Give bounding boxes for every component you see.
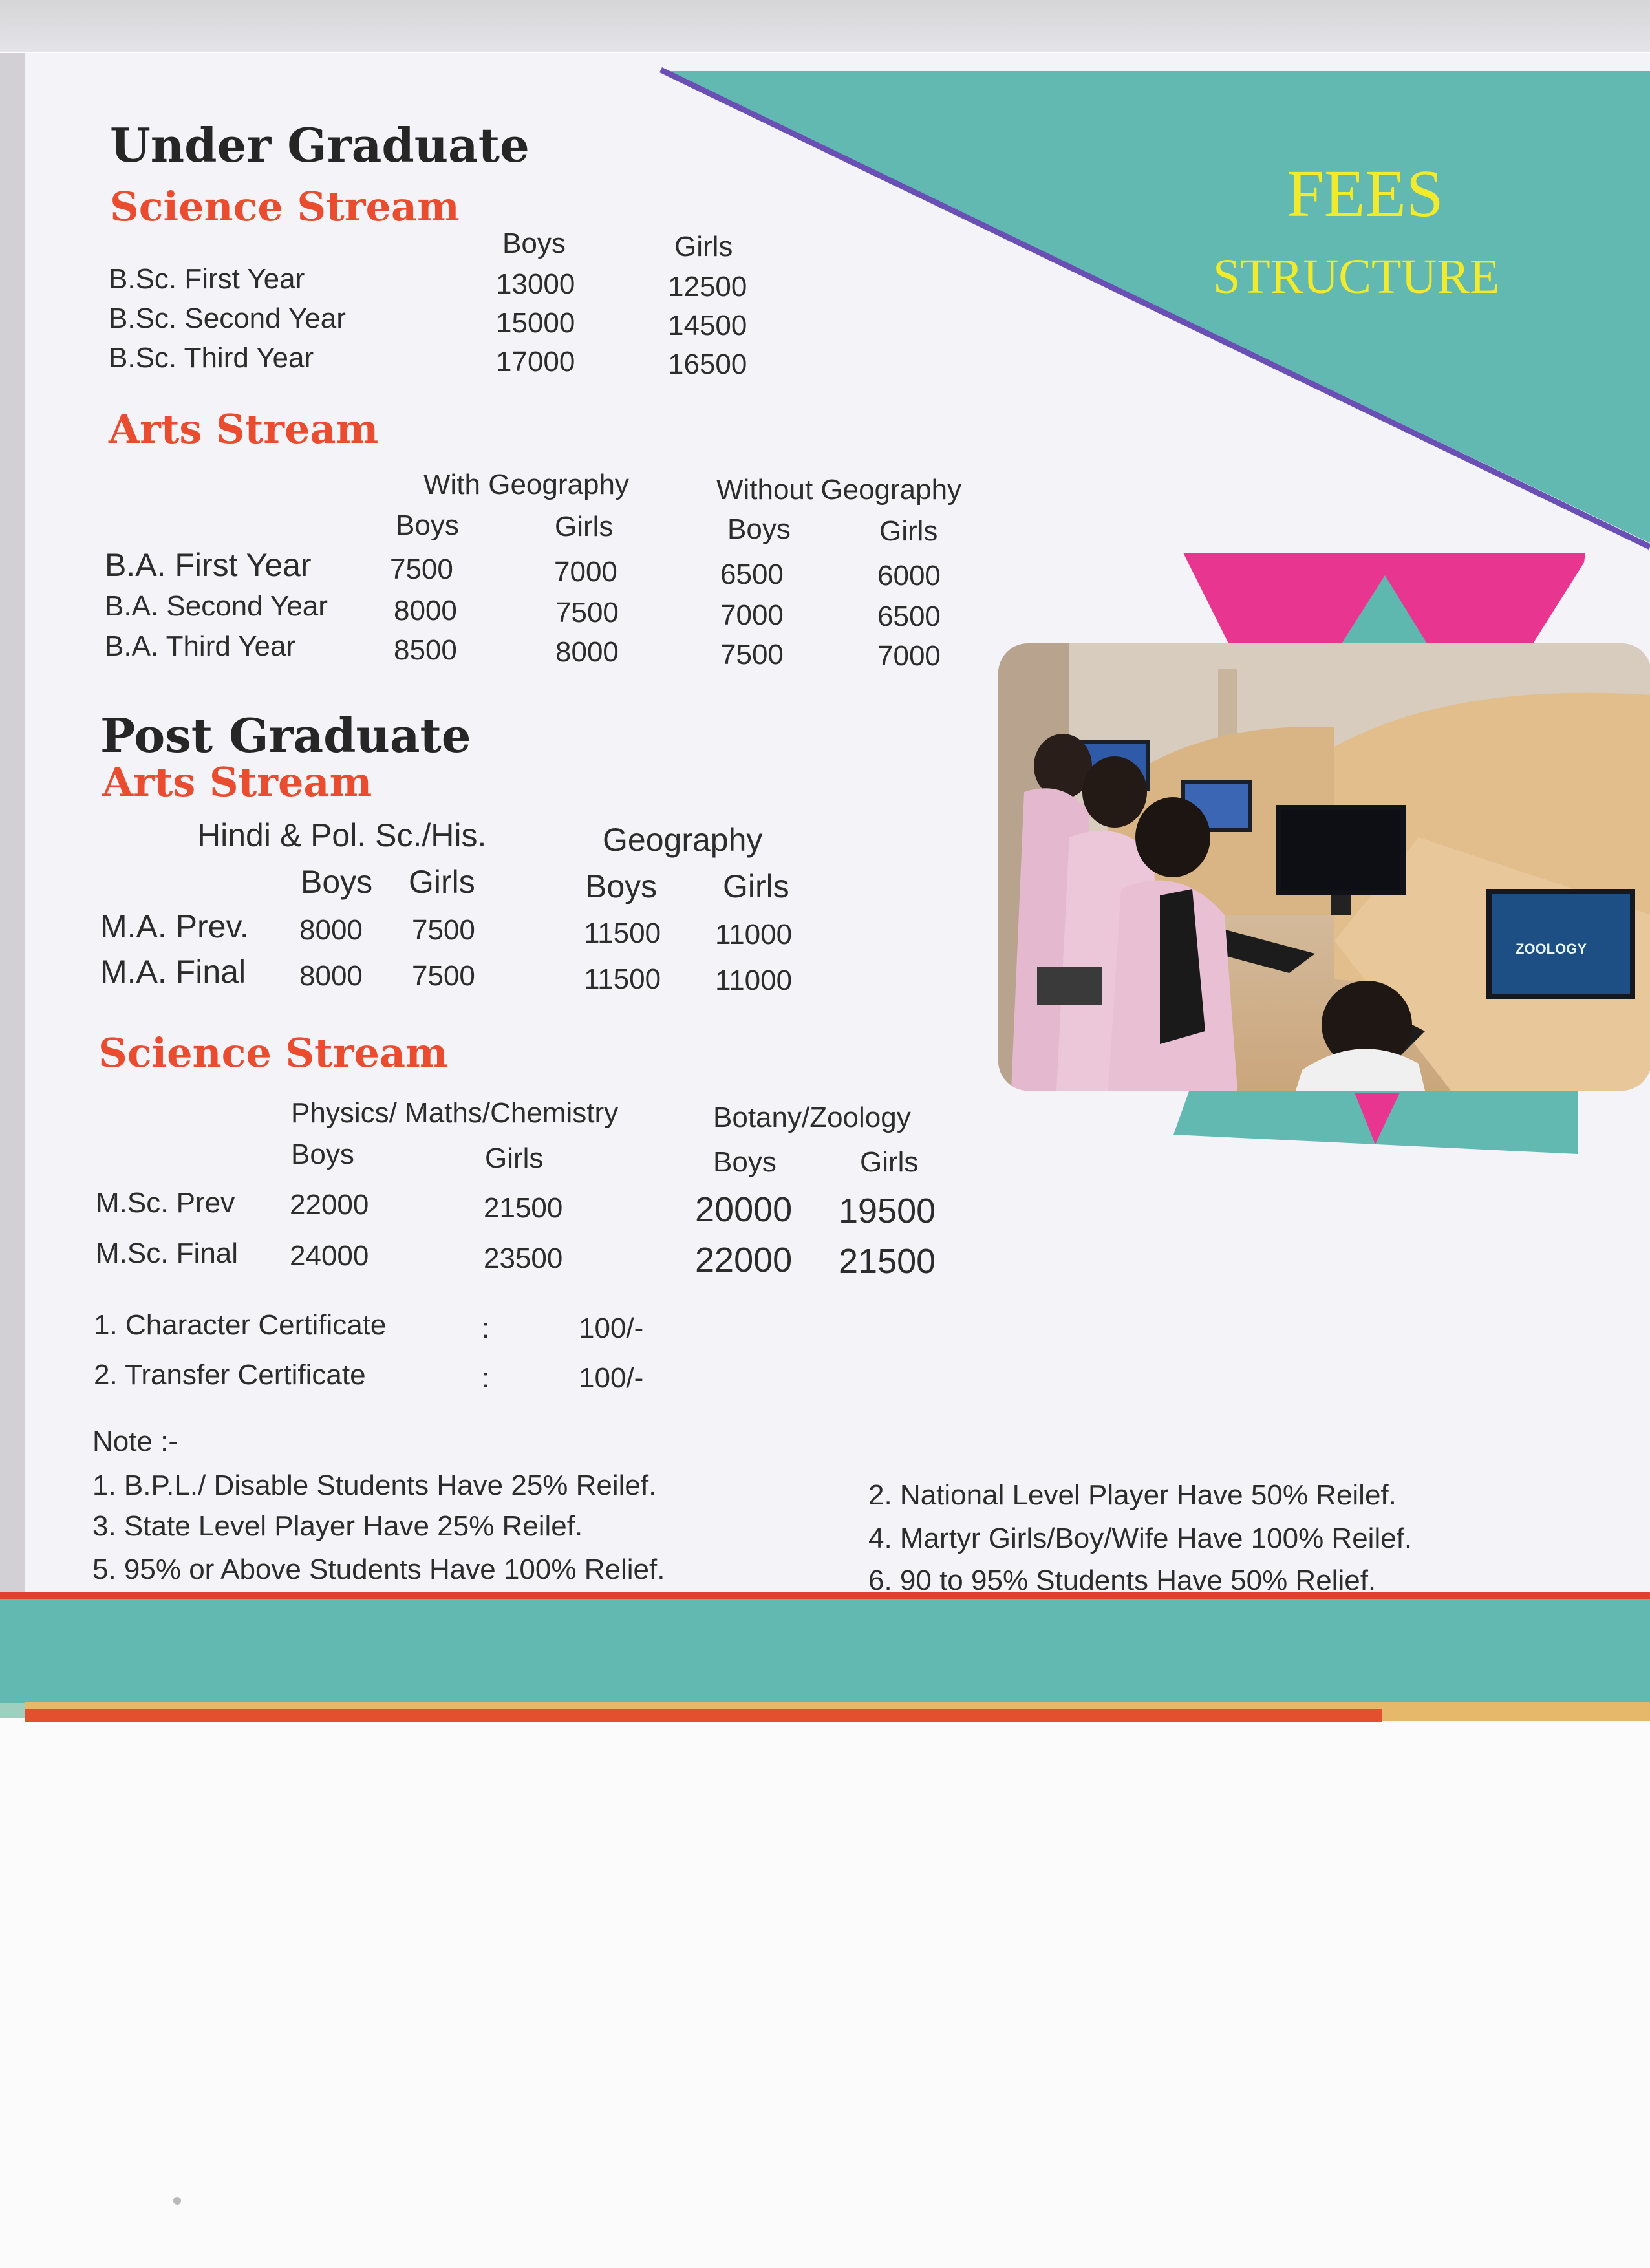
scan-dot [173,2197,181,2205]
monitor-screen-text: ZOOLOGY [1516,941,1587,957]
row-label: B.Sc. First Year [109,263,305,295]
ug-heading: Under Graduate [110,118,530,173]
group-botany-zoology: Botany/Zoology [713,1102,911,1133]
fee-value: 11000 [715,965,793,996]
row-label: B.Sc. Second Year [109,303,346,334]
group-without-geography: Without Geography [716,474,962,506]
row-label: M.Sc. Prev [96,1187,235,1219]
fee-boys: 15000 [496,307,575,339]
certificate-separator: : [482,1362,490,1394]
row-label: M.Sc. Final [96,1237,239,1269]
group-hindi-polsc-his: Hindi & Pol. Sc./His. [197,817,487,853]
col-girls-header: Girls [674,231,733,262]
fee-value: 11000 [715,919,793,950]
fee-boys: 17000 [496,346,575,378]
fee-value: 21500 [839,1242,936,1281]
note-item: 4. Martyr Girls/Boy/Wife Have 100% Reilef. [868,1523,1413,1554]
col-girls-header: Girls [723,868,789,904]
certificate-label: 2. Transfer Certificate [94,1359,366,1391]
fee-value: 7500 [390,553,453,585]
col-girls-header: Girls [485,1142,544,1174]
fee-value: 7500 [412,960,475,992]
fee-value: 7500 [412,914,475,946]
certificate-fee: 100/- [579,1362,644,1394]
fee-value: 7000 [554,556,617,588]
fee-value: 20000 [695,1190,793,1229]
red-stripe-top [0,1592,1650,1599]
fee-value: 7000 [720,599,784,631]
col-girls-header: Girls [409,864,475,900]
pg-heading: Post Graduate [100,708,471,763]
pg-arts-heading: Arts Stream [102,758,372,806]
ug-arts-heading: Arts Stream [109,405,379,453]
group-with-geography: With Geography [423,469,629,500]
fee-girls: 16500 [668,348,747,380]
fee-value: 8000 [394,595,457,626]
fee-value: 7000 [877,640,941,672]
col-boys-header: Boys [291,1139,354,1170]
fee-value: 23500 [484,1243,563,1274]
fee-value: 6000 [877,560,941,592]
row-label: B.A. Third Year [105,630,296,662]
pg-science-heading: Science Stream [98,1029,448,1076]
col-girls-header: Girls [555,511,614,542]
col-girls-header: Girls [879,515,938,547]
fee-value: 21500 [484,1192,563,1224]
fee-value: 6500 [720,559,784,590]
certificate-label: 1. Character Certificate [94,1309,387,1341]
col-boys-header: Boys [396,509,459,541]
row-label: M.A. Prev. [100,908,249,945]
note-item: 5. 95% or Above Students Have 100% Relief. [92,1554,665,1585]
structure-title: STRUCTURE [1213,250,1500,304]
fee-value: 7500 [720,639,784,670]
row-label: B.Sc. Third Year [109,342,314,374]
group-physics-maths-chemistry: Physics/ Maths/Chemistry [291,1097,619,1129]
fee-boys: 13000 [496,268,575,300]
fee-value: 22000 [695,1241,793,1279]
row-label: M.A. Final [100,954,246,990]
computer-lab-photo [998,643,1650,1091]
col-boys-header: Boys [713,1146,777,1178]
row-label: B.A. First Year [105,547,312,583]
note-item: 3. State Level Player Have 25% Reilef. [92,1510,583,1542]
ug-science-heading: Science Stream [110,183,460,230]
fee-girls: 14500 [668,310,747,341]
fee-value: 11500 [584,963,661,995]
fee-value: 22000 [290,1189,369,1221]
notes-heading: Note :- [92,1426,178,1457]
fees-title: FEES [1287,156,1444,231]
col-boys-header: Boys [502,228,566,259]
col-girls-header: Girls [860,1146,919,1178]
note-item: 1. B.P.L./ Disable Students Have 25% Reilef. [92,1470,657,1501]
fee-value: 7500 [555,597,619,628]
col-boys-header: Boys [585,868,658,904]
fee-value: 8500 [394,634,457,666]
note-item: 6. 90 to 95% Students Have 50% Relief. [868,1565,1377,1596]
fee-value: 19500 [839,1192,936,1230]
fee-value: 8000 [555,636,619,668]
fee-girls: 12500 [668,271,747,303]
col-boys-header: Boys [727,513,791,545]
note-item: 2. National Level Player Have 50% Reilef. [868,1479,1397,1511]
group-geography: Geography [603,822,763,858]
certificate-fee: 100/- [579,1312,644,1344]
fee-value: 8000 [299,914,363,946]
row-label: B.A. Second Year [105,590,328,622]
fee-value: 11500 [584,917,661,949]
fee-value: 8000 [299,960,363,992]
fee-value: 24000 [290,1240,369,1272]
certificate-separator: : [482,1312,490,1344]
teal-footer-band [0,1599,1650,1703]
red-stripe-bottom [25,1709,1382,1722]
fee-value: 6500 [877,601,941,632]
col-boys-header: Boys [301,864,373,900]
